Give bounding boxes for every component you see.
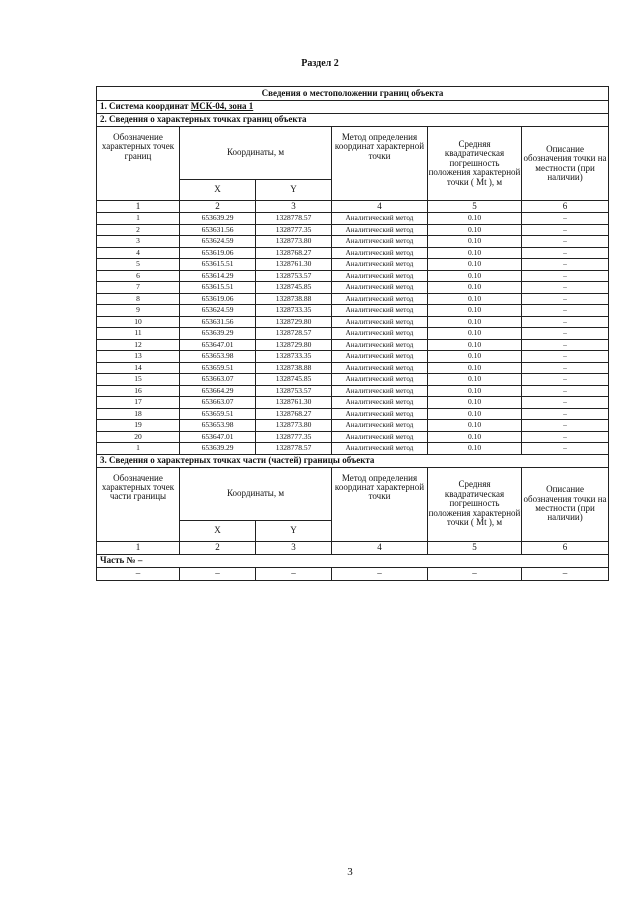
header3-x: X — [180, 520, 256, 541]
coord-x: 653619.06 — [180, 247, 256, 259]
description: – — [522, 374, 609, 386]
table-row — [97, 270, 609, 282]
point-number: 19 — [97, 420, 180, 432]
point-number: 10 — [97, 316, 180, 328]
table-row — [97, 236, 609, 248]
description: – — [522, 420, 609, 432]
mt-error: 0.10 — [428, 420, 522, 432]
mt-error: 0.10 — [428, 374, 522, 386]
table-main-title: Сведения о местоположении границ объекта — [97, 87, 609, 101]
coord-y: 1328729.80 — [256, 316, 332, 328]
mt-error: 0.10 — [428, 385, 522, 397]
part-data-row — [97, 567, 609, 580]
description: – — [522, 385, 609, 397]
table-row — [97, 305, 609, 317]
coord-y: 1328773.80 — [256, 420, 332, 432]
mt-error: 0.10 — [428, 247, 522, 259]
coord-y: 1328777.35 — [256, 224, 332, 236]
coord-y: 1328753.57 — [256, 270, 332, 282]
page-number: 3 — [347, 866, 353, 878]
header3-y: Y — [256, 520, 332, 541]
dash-cell: – — [332, 567, 428, 580]
mt-error: 0.10 — [428, 293, 522, 305]
method: Аналитический метод — [332, 385, 428, 397]
mt-error: 0.10 — [428, 328, 522, 340]
mt-error: 0.10 — [428, 431, 522, 443]
table-row — [97, 282, 609, 294]
header3-error: Средняя квадратическая погрешность положения характерной точки ( Mt ), м — [428, 467, 522, 541]
mt-error: 0.10 — [428, 224, 522, 236]
point-number: 15 — [97, 374, 180, 386]
section3-title: 3. Сведения о характерных точках части (частей) границы объекта — [97, 454, 609, 467]
method: Аналитический метод — [332, 247, 428, 259]
table-row — [97, 408, 609, 420]
point-number: 5 — [97, 259, 180, 271]
mt-error: 0.10 — [428, 443, 522, 455]
mt-error: 0.10 — [428, 316, 522, 328]
header-error: Средняя квадратическая погрешность положения характерной точки ( Mt ), м — [428, 127, 522, 201]
coord-x: 653653.98 — [180, 351, 256, 363]
coord-y: 1328773.80 — [256, 236, 332, 248]
column-number: 3 — [256, 541, 332, 554]
dash-cell: – — [256, 567, 332, 580]
mt-error: 0.10 — [428, 351, 522, 363]
coord-y: 1328733.35 — [256, 305, 332, 317]
method: Аналитический метод — [332, 270, 428, 282]
coord-y: 1328768.27 — [256, 408, 332, 420]
method: Аналитический метод — [332, 236, 428, 248]
coord-x: 653659.51 — [180, 362, 256, 374]
description: – — [522, 259, 609, 271]
table-row — [97, 259, 609, 271]
point-number: 7 — [97, 282, 180, 294]
mt-error: 0.10 — [428, 259, 522, 271]
mt-error: 0.10 — [428, 362, 522, 374]
mt-error: 0.10 — [428, 397, 522, 409]
table-row — [97, 374, 609, 386]
boundary-table — [96, 86, 608, 581]
coord-y: 1328729.80 — [256, 339, 332, 351]
table-row — [97, 339, 609, 351]
description: – — [522, 362, 609, 374]
column-number: 6 — [522, 541, 609, 554]
coord-y: 1328778.57 — [256, 213, 332, 225]
header3-method: Метод определения координат характерной точки — [332, 467, 428, 541]
coord-y: 1328778.57 — [256, 443, 332, 455]
coord-x: 653639.29 — [180, 328, 256, 340]
point-number: 18 — [97, 408, 180, 420]
description: – — [522, 247, 609, 259]
description: – — [522, 443, 609, 455]
mt-error: 0.10 — [428, 305, 522, 317]
method: Аналитический метод — [332, 351, 428, 363]
dash-cell: – — [180, 567, 256, 580]
table-row — [97, 224, 609, 236]
description: – — [522, 270, 609, 282]
column-numbers-row — [97, 201, 609, 213]
coord-x: 653614.29 — [180, 270, 256, 282]
coord-x: 653647.01 — [180, 431, 256, 443]
section2-title: 2. Сведения о характерных точках границ объекта — [97, 114, 609, 127]
mt-error: 0.10 — [428, 236, 522, 248]
method: Аналитический метод — [332, 374, 428, 386]
mt-error: 0.10 — [428, 270, 522, 282]
coord-y: 1328753.57 — [256, 385, 332, 397]
coord-y: 1328761.30 — [256, 259, 332, 271]
mt-error: 0.10 — [428, 213, 522, 225]
coord-x: 653624.59 — [180, 305, 256, 317]
point-number: 4 — [97, 247, 180, 259]
coord-system-value: МСК-04, зона 1 — [190, 101, 254, 112]
coord-x: 653664.29 — [180, 385, 256, 397]
mt-error: 0.10 — [428, 339, 522, 351]
method: Аналитический метод — [332, 328, 428, 340]
method: Аналитический метод — [332, 443, 428, 455]
method: Аналитический метод — [332, 431, 428, 443]
method: Аналитический метод — [332, 259, 428, 271]
header-description: Описание обозначения точки на местности (при наличии) — [522, 127, 609, 201]
description: – — [522, 397, 609, 409]
column-number: 5 — [428, 201, 522, 213]
description: – — [522, 236, 609, 248]
description: – — [522, 213, 609, 225]
method: Аналитический метод — [332, 224, 428, 236]
point-number: 11 — [97, 328, 180, 340]
description: – — [522, 339, 609, 351]
coord-x: 653647.01 — [180, 339, 256, 351]
point-number: 1 — [97, 213, 180, 225]
coord-y: 1328738.88 — [256, 293, 332, 305]
coord-x: 653624.59 — [180, 236, 256, 248]
point-number: 12 — [97, 339, 180, 351]
header3-point: Обозначение характерных точек части границы — [97, 467, 180, 541]
point-number: 2 — [97, 224, 180, 236]
point-number: 14 — [97, 362, 180, 374]
column-number: 2 — [180, 201, 256, 213]
method: Аналитический метод — [332, 282, 428, 294]
method: Аналитический метод — [332, 316, 428, 328]
table-row — [97, 293, 609, 305]
coord-system-prefix: 1. Система координат — [100, 101, 191, 112]
header-x: X — [180, 180, 256, 201]
header-point: Обозначение характерных точек границ — [97, 127, 180, 201]
header-method: Метод определения координат характерной точки — [332, 127, 428, 201]
point-number: 6 — [97, 270, 180, 282]
point-number: 3 — [97, 236, 180, 248]
method: Аналитический метод — [332, 293, 428, 305]
description: – — [522, 351, 609, 363]
dash-cell: – — [428, 567, 522, 580]
method: Аналитический метод — [332, 213, 428, 225]
point-number: 9 — [97, 305, 180, 317]
column-number: 6 — [522, 201, 609, 213]
coord-y: 1328728.57 — [256, 328, 332, 340]
coord-y: 1328738.88 — [256, 362, 332, 374]
table-row — [97, 431, 609, 443]
point-number: 8 — [97, 293, 180, 305]
description: – — [522, 408, 609, 420]
header3-description: Описание обозначения точки на местности (при наличии) — [522, 467, 609, 541]
table-row — [97, 351, 609, 363]
table-row — [97, 362, 609, 374]
header-coords: Координаты, м — [180, 127, 332, 180]
column-number: 5 — [428, 541, 522, 554]
table-row — [97, 420, 609, 432]
coord-x: 653663.07 — [180, 397, 256, 409]
mt-error: 0.10 — [428, 408, 522, 420]
method: Аналитический метод — [332, 339, 428, 351]
table-row — [97, 213, 609, 225]
column-number: 4 — [332, 541, 428, 554]
description: – — [522, 293, 609, 305]
column-number: 4 — [332, 201, 428, 213]
coord-system-row — [97, 101, 609, 114]
point-number: 20 — [97, 431, 180, 443]
table-row — [97, 385, 609, 397]
coord-y: 1328745.85 — [256, 282, 332, 294]
coord-x: 653615.51 — [180, 282, 256, 294]
column-numbers-row — [97, 541, 609, 554]
header3-coords: Координаты, м — [180, 467, 332, 520]
coord-x: 653639.29 — [180, 443, 256, 455]
description: – — [522, 224, 609, 236]
point-number: 17 — [97, 397, 180, 409]
table-row — [97, 397, 609, 409]
column-number: 1 — [97, 201, 180, 213]
description: – — [522, 316, 609, 328]
coord-x: 653659.51 — [180, 408, 256, 420]
table-row — [97, 247, 609, 259]
column-number: 1 — [97, 541, 180, 554]
point-number: 16 — [97, 385, 180, 397]
coord-x: 653653.98 — [180, 420, 256, 432]
coord-x: 653615.51 — [180, 259, 256, 271]
dash-cell: – — [522, 567, 609, 580]
coord-y: 1328761.30 — [256, 397, 332, 409]
coord-x: 653663.07 — [180, 374, 256, 386]
method: Аналитический метод — [332, 362, 428, 374]
coord-x: 653619.06 — [180, 293, 256, 305]
method: Аналитический метод — [332, 397, 428, 409]
section-title: Раздел 2 — [301, 58, 339, 69]
coord-x: 653639.29 — [180, 213, 256, 225]
header-y: Y — [256, 180, 332, 201]
coord-y: 1328777.35 — [256, 431, 332, 443]
table-row — [97, 443, 609, 455]
table-row — [97, 328, 609, 340]
description: – — [522, 328, 609, 340]
table-row — [97, 316, 609, 328]
coord-y: 1328733.35 — [256, 351, 332, 363]
coord-y: 1328745.85 — [256, 374, 332, 386]
mt-error: 0.10 — [428, 282, 522, 294]
method: Аналитический метод — [332, 420, 428, 432]
point-number: 13 — [97, 351, 180, 363]
coord-x: 653631.56 — [180, 224, 256, 236]
coord-x: 653631.56 — [180, 316, 256, 328]
method: Аналитический метод — [332, 408, 428, 420]
method: Аналитический метод — [332, 305, 428, 317]
description: – — [522, 305, 609, 317]
description: – — [522, 282, 609, 294]
part-label: Часть № – — [97, 554, 609, 567]
description: – — [522, 431, 609, 443]
coord-y: 1328768.27 — [256, 247, 332, 259]
dash-cell: – — [97, 567, 180, 580]
column-number: 2 — [180, 541, 256, 554]
point-number: 1 — [97, 443, 180, 455]
column-number: 3 — [256, 201, 332, 213]
